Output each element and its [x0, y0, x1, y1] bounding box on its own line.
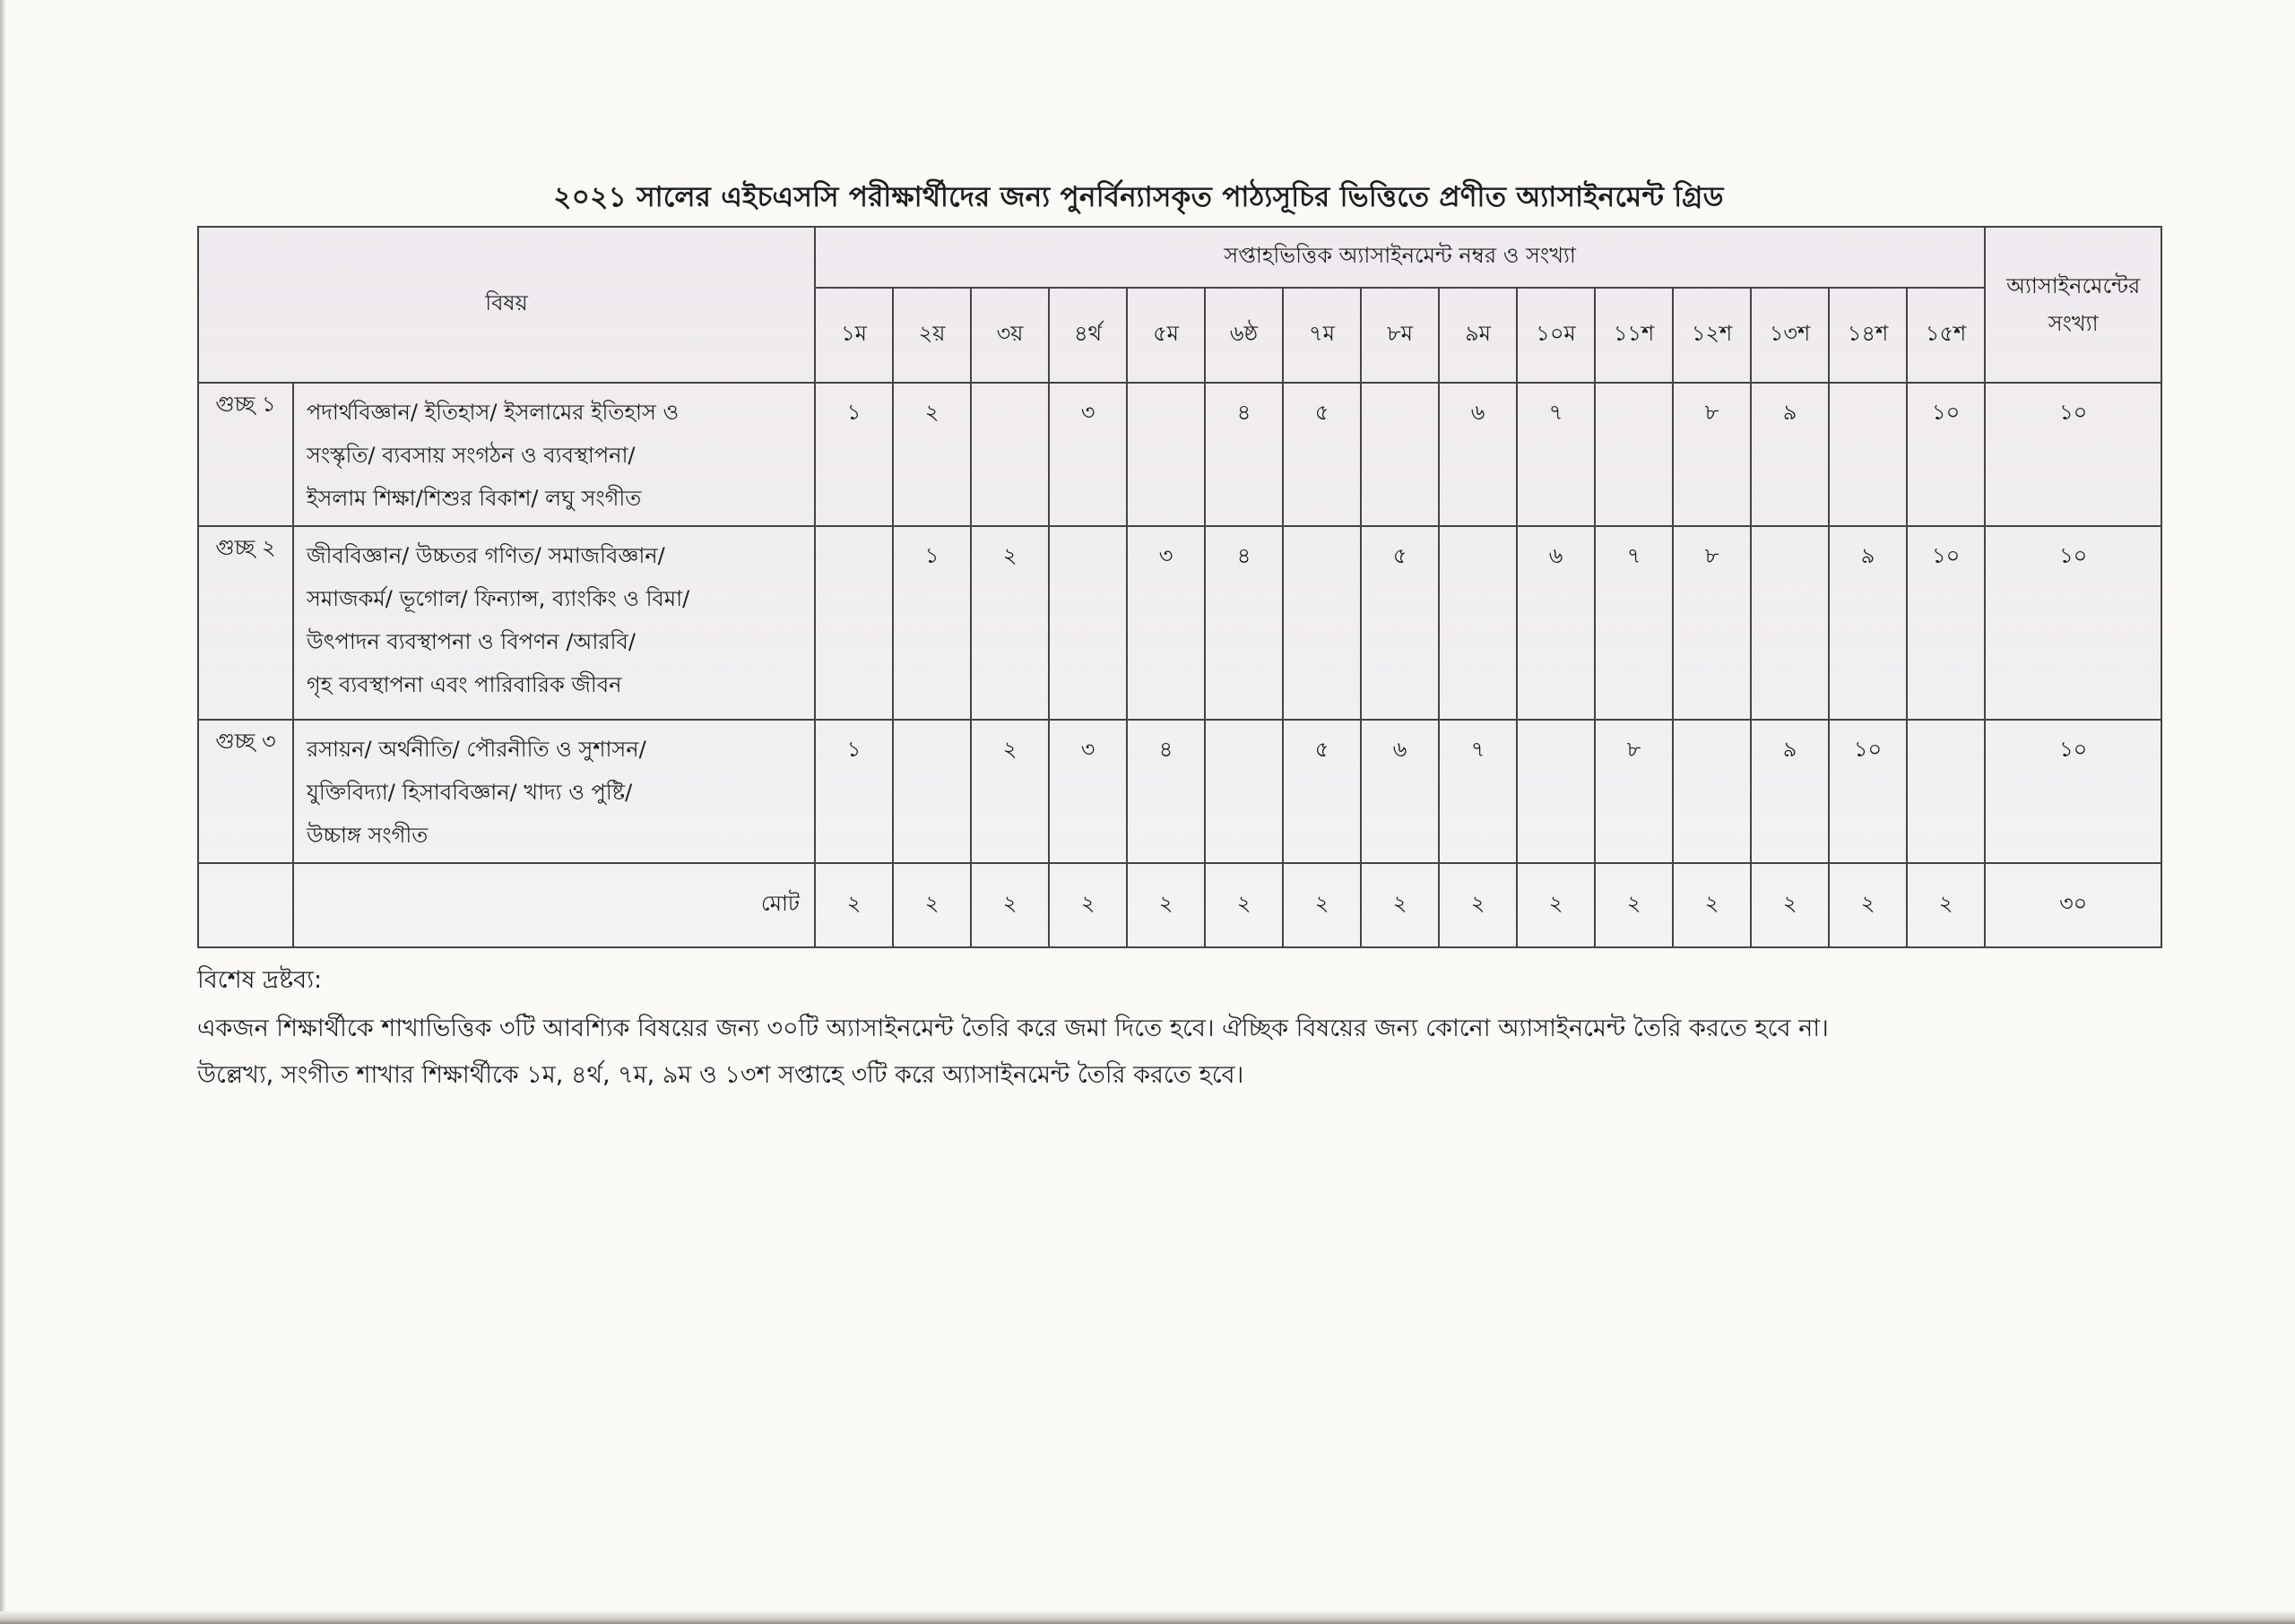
subject-line: সমাজকর্ম/ ভূগোল/ ফিন্যান্স, ব্যাংকিং ও বিমা/: [307, 586, 690, 611]
week-cell: ৬: [1361, 720, 1439, 863]
week-cell: ৮: [1673, 383, 1751, 526]
week-cell: [893, 720, 971, 863]
total-row: [198, 863, 2161, 947]
week-header-15: ১৫শ: [1907, 288, 1985, 383]
week-cell: [1283, 526, 1361, 720]
week-cell: [1439, 526, 1517, 720]
subject-line: উৎপাদন ব্যবস্থাপনা ও বিপণন /আরবি/: [307, 629, 636, 654]
week-header-10: ১০ম: [1517, 288, 1595, 383]
week-cell: [1751, 526, 1829, 720]
week-cell: ৪: [1127, 720, 1205, 863]
week-cell: ২: [971, 720, 1049, 863]
week-cell: ৮: [1673, 526, 1751, 720]
group-subjects: [293, 383, 815, 526]
group-label: গুচ্ছ ৩: [198, 720, 293, 863]
week-header-11: ১১শ: [1595, 288, 1673, 383]
week-cell: ১: [815, 383, 893, 526]
total-week-cell: ২: [1751, 863, 1829, 947]
week-cell: ১: [893, 526, 971, 720]
subject-line: জীববিজ্ঞান/ উচ্চতর গণিত/ সমাজবিজ্ঞান/: [307, 543, 665, 568]
week-cell: ৩: [1127, 526, 1205, 720]
week-cell: [1517, 720, 1595, 863]
week-header-4: ৪র্থ: [1049, 288, 1127, 383]
week-cell: ১০: [1829, 720, 1907, 863]
week-cell: ৭: [1439, 720, 1517, 863]
total-week-cell: ২: [1049, 863, 1127, 947]
total-week-cell: ২: [1127, 863, 1205, 947]
week-cell: [1673, 720, 1751, 863]
week-cell: ২: [971, 526, 1049, 720]
week-cell: ১০: [1907, 383, 1985, 526]
total-week-cell: ২: [971, 863, 1049, 947]
grid-body: [198, 383, 2161, 947]
total-week-cell: ২: [1907, 863, 1985, 947]
subject-line: ইসলাম শিক্ষা/শিশুর বিকাশ/ লঘু সংগীত: [307, 486, 642, 511]
week-cell: [1127, 383, 1205, 526]
group-row-2: [198, 526, 2161, 720]
week-cell: [1907, 720, 1985, 863]
week-header-1: ১ম: [815, 288, 893, 383]
total-label: মোট: [293, 863, 815, 947]
week-header-9: ৯ম: [1439, 288, 1517, 383]
note-line: একজন শিক্ষার্থীকে শাখাভিত্তিক ৩টি আবশ্যিক বিষয়ের জন্য ৩০টি অ্যাসাইনমেন্ট তৈরি করে জমা দিতে হবে। ঐচ্ছিক বিষয়ের জন্য কোনো অ্যাসাইনমেন্ট তৈরি করতে হবে না।: [197, 1015, 1829, 1042]
group-label: গুচ্ছ ১: [198, 383, 293, 526]
week-cell: ১০: [1907, 526, 1985, 720]
week-cell: [1829, 383, 1907, 526]
week-cell: ৯: [1751, 720, 1829, 863]
total-week-cell: ২: [893, 863, 971, 947]
total-week-cell: ২: [815, 863, 893, 947]
week-cell: ৭: [1595, 526, 1673, 720]
total-empty-cell: [198, 863, 293, 947]
group-row-3: [198, 720, 2161, 863]
note-body: [197, 1006, 2161, 1099]
week-cell: ৬: [1517, 526, 1595, 720]
header-row-top: [198, 227, 2161, 288]
week-cell: ৩: [1049, 720, 1127, 863]
count-header: অ্যাসাইনমেন্টের সংখ্যা: [1985, 227, 2161, 383]
week-cell: [971, 383, 1049, 526]
week-header-2: ২য়: [893, 288, 971, 383]
group-subjects: [293, 720, 815, 863]
group-label: গুচ্ছ ২: [198, 526, 293, 720]
scan-edge-left: [0, 0, 5, 1624]
total-week-cell: ২: [1439, 863, 1517, 947]
group-subjects: [293, 526, 815, 720]
weekly-header: সপ্তাহভিত্তিক অ্যাসাইনমেন্ট নম্বর ও সংখ্যা: [815, 227, 1985, 288]
week-cell: ৫: [1283, 720, 1361, 863]
week-cell: ৪: [1205, 526, 1283, 720]
total-count-cell: ৩০: [1985, 863, 2161, 947]
group-count-cell: ১০: [1985, 383, 2161, 526]
subject-line: গৃহ ব্যবস্থাপনা এবং পারিবারিক জীবন: [307, 672, 622, 697]
total-week-cell: ২: [1673, 863, 1751, 947]
subject-line: পদার্থবিজ্ঞান/ ইতিহাস/ ইসলামের ইতিহাস ও: [307, 400, 680, 425]
total-week-cell: ২: [1361, 863, 1439, 947]
assignment-grid-table: [197, 226, 2162, 948]
week-cell: ৫: [1283, 383, 1361, 526]
week-cell: [815, 526, 893, 720]
group-count-cell: ১০: [1985, 720, 2161, 863]
week-header-8: ৮ম: [1361, 288, 1439, 383]
note-heading: বিশেষ দ্রষ্টব্য:: [197, 966, 323, 994]
week-header-6: ৬ষ্ঠ: [1205, 288, 1283, 383]
week-header-3: ৩য়: [971, 288, 1049, 383]
total-week-cell: ২: [1205, 863, 1283, 947]
subject-header: বিষয়: [198, 227, 815, 383]
week-header-7: ৭ম: [1283, 288, 1361, 383]
week-cell: ৩: [1049, 383, 1127, 526]
week-cell: ৮: [1595, 720, 1673, 863]
week-cell: ৪: [1205, 383, 1283, 526]
note-line: উল্লেখ্য, সংগীত শাখার শিক্ষার্থীকে ১ম, ৪র্থ, ৭ম, ৯ম ও ১৩শ সপ্তাহে ৩টি করে অ্যাসাইনমেন্ট তৈরি করতে হবে।: [197, 1061, 1244, 1089]
subject-line: যুক্তিবিদ্যা/ হিসাববিজ্ঞান/ খাদ্য ও পুষ্টি/: [307, 780, 633, 805]
total-week-cell: ২: [1283, 863, 1361, 947]
page-title: ২০২১ সালের এইচএসসি পরীক্ষার্থীদের জন্য পুনর্বিন্যাসকৃত পাঠ্যসূচির ভিত্তিতে প্রণীত অ্যাসাইনমেন্ট গ্রিড: [553, 181, 1724, 213]
week-header-13: ১৩শ: [1751, 288, 1829, 383]
week-cell: ২: [893, 383, 971, 526]
total-week-cell: ২: [1595, 863, 1673, 947]
week-cell: [1049, 526, 1127, 720]
week-cell: ৫: [1361, 526, 1439, 720]
week-cell: ৬: [1439, 383, 1517, 526]
week-cell: [1595, 383, 1673, 526]
week-cell: [1361, 383, 1439, 526]
week-cell: ৯: [1829, 526, 1907, 720]
subject-line: উচ্চাঙ্গ সংগীত: [307, 823, 429, 848]
group-count-cell: ১০: [1985, 526, 2161, 720]
week-cell: ৭: [1517, 383, 1595, 526]
week-cell: ৯: [1751, 383, 1829, 526]
total-week-cell: ২: [1829, 863, 1907, 947]
total-week-cell: ২: [1517, 863, 1595, 947]
group-row-1: [198, 383, 2161, 526]
week-header-5: ৫ম: [1127, 288, 1205, 383]
week-header-14: ১৪শ: [1829, 288, 1907, 383]
subject-line: রসায়ন/ অর্থনীতি/ পৌরনীতি ও সুশাসন/: [307, 737, 646, 762]
week-header-12: ১২শ: [1673, 288, 1751, 383]
week-cell: [1205, 720, 1283, 863]
subject-line: সংস্কৃতি/ ব্যবসায় সংগঠন ও ব্যবস্থাপনা/: [307, 443, 636, 468]
scan-edge-bottom: [0, 1611, 2295, 1624]
week-cell: ১: [815, 720, 893, 863]
